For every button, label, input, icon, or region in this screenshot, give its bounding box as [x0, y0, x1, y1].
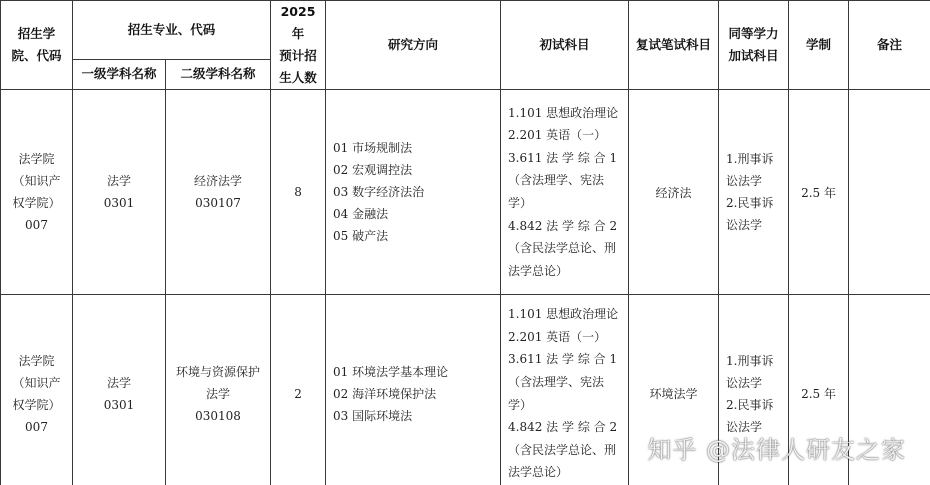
cell-level2: 经济法学 030107: [166, 90, 271, 295]
cell-quota: 8: [271, 90, 326, 295]
cell-level1: 法学 0301: [73, 295, 166, 485]
cell-level1: 法学 0301: [73, 90, 166, 295]
cell-retest: 环境法学: [629, 295, 719, 485]
header-extra: 同等学力 加试科目: [719, 1, 789, 90]
cell-duration: 2.5 年: [789, 295, 849, 485]
cell-exam: 1.101 思想政治理论 2.201 英语（一） 3.611 法 学 综 合 1 （含法理学、宪法 学） 4.842 法 学 综 合 2 （含民法学总论、刑 法学总论）: [501, 295, 629, 485]
cell-college: 法学院 （知识产 权学院） 007: [1, 295, 73, 485]
cell-duration: 2.5 年: [789, 90, 849, 295]
cell-remark: [849, 90, 930, 295]
cell-exam: 1.101 思想政治理论 2.201 英语（一） 3.611 法 学 综 合 1 （含法理学、宪法 学） 4.842 法 学 综 合 2 （含民法学总论、刑 法学总论）: [501, 90, 629, 295]
header-row: [1, 1, 930, 60]
cell-college: 法学院 （知识产 权学院） 007: [1, 90, 73, 295]
header-level2: 二级学科名称: [166, 59, 271, 89]
cell-directions: 01 市场规制法 02 宏观调控法 03 数字经济法治 04 金融法 05 破产法: [326, 90, 501, 295]
table-row: [1, 90, 930, 295]
cell-retest: 经济法: [629, 90, 719, 295]
cell-directions: 01 环境法学基本理论 02 海洋环境保护法 03 国际环境法: [326, 295, 501, 485]
watermark: 知乎 @法律人研友之家: [647, 436, 906, 464]
cell-extra: 1.刑事诉 讼法学 2.民事诉 讼法学: [719, 90, 789, 295]
header-direction: 研究方向: [326, 1, 501, 90]
header-remark: 备注: [849, 1, 930, 90]
header-exam: 初试科目: [501, 1, 629, 90]
cell-level2: 环境与资源保护 法学 030108: [166, 295, 271, 485]
cell-extra: 1.刑事诉 讼法学 2.民事诉 讼法学: [719, 295, 789, 485]
header-duration: 学制: [789, 1, 849, 90]
header-level1: 一级学科名称: [73, 59, 166, 89]
header-major-group: 招生专业、代码: [73, 1, 271, 60]
header-retest: 复试笔试科目: [629, 1, 719, 90]
cell-quota: 2: [271, 295, 326, 485]
header-college: 招生学 院、代码: [1, 1, 73, 90]
header-quota: 2025 年 预计招 生人数: [271, 1, 326, 90]
